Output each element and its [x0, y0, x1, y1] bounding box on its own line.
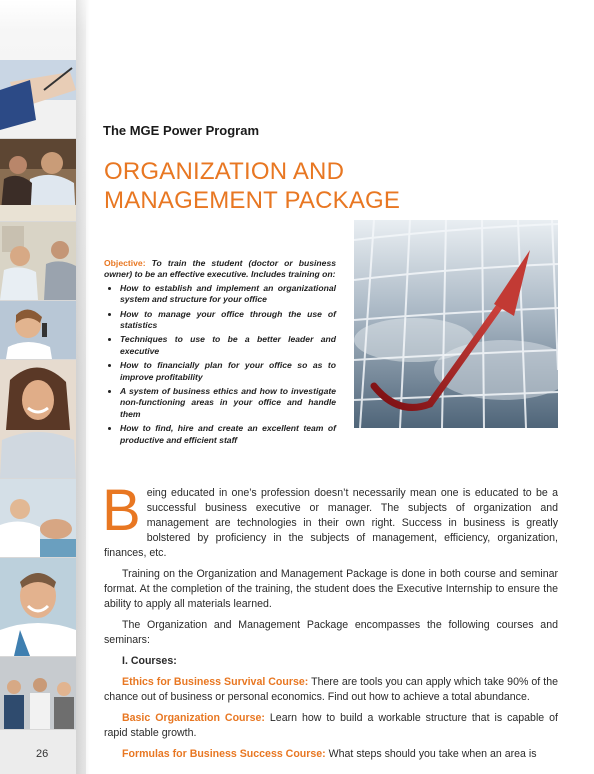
- photo-smiling-woman: [0, 360, 76, 479]
- photo-phone-call: [0, 301, 76, 360]
- intro-paragraph: [102, 478, 558, 561]
- photo-dentist: [0, 479, 76, 558]
- photo-office-man: [0, 222, 76, 301]
- photo-laughing-man: [0, 558, 76, 657]
- photo-writing-hand: [0, 60, 76, 139]
- course-name: Basic Organization Course:: [122, 712, 265, 724]
- course-desc: What steps should you take when an area is: [325, 748, 537, 760]
- course-desc: Learn how to build a workable structure that is capable of rapid stable growth.: [104, 712, 558, 739]
- objective-intro: To train the student (doctor or business owner) to be an effective executive. Includes training on:: [104, 258, 336, 280]
- objective-item: • Techniques to use to be a better leader and executive: [120, 334, 336, 357]
- objective-item: • How to financially plan for your office so as to improve profitability: [120, 360, 336, 383]
- course-desc: There are tools you can apply which take 90% of the chance out of business or personal economics. Find out how to achieve a total abundance.: [104, 676, 558, 703]
- photo-man-at-desk: [0, 139, 76, 222]
- objective-item: • How to find, hire and create an excellent team of productive and efficient staff: [120, 423, 336, 446]
- objective-item: • How to manage your office through the use of statistics: [120, 309, 336, 332]
- page-number: 26: [36, 748, 49, 760]
- course-item: [104, 675, 558, 705]
- strip-shadow: [76, 0, 90, 774]
- objective-label: Objective:: [104, 258, 146, 268]
- hero-image-arrow-grid: [354, 220, 558, 428]
- objective-list: [104, 283, 336, 446]
- intro-text: eing educated in one’s profession doesn’t necessarily mean one is educated to be a successful business executive or manager. The subjects of organization and management are technologies in their own right. Success in business is greatly bolstered by proficiency in the subjects of management, efficiency, organization, finances, etc.: [104, 487, 558, 559]
- objective-item: • How to establish and implement an organizational system and structure for your office: [120, 283, 336, 306]
- courses-heading: I. Courses:: [122, 655, 177, 667]
- objective-box: [104, 258, 336, 449]
- course-name: Ethics for Business Survival Course:: [122, 676, 309, 688]
- section-label: The MGE Power Program: [103, 123, 260, 138]
- objective-item: • A system of business ethics and how to investigate non-functioning areas in your office and handle them: [120, 386, 336, 420]
- photo-strip: [0, 0, 86, 774]
- encompasses-paragraph: The Organization and Management Package encompasses the following courses and seminars:: [104, 619, 558, 646]
- course-item: [104, 711, 558, 741]
- page-title: ORGANIZATION AND MANAGEMENT PACKAGE: [104, 158, 401, 214]
- course-item: [104, 747, 558, 762]
- training-paragraph: Training on the Organization and Management Package is done in both course and seminar format. At the completion of the training, the student does the Executive Internship to ensure the ability to apply all materials learned.: [104, 568, 558, 610]
- photo-seminar-group: [0, 657, 76, 730]
- drop-cap: B: [102, 478, 141, 543]
- body-text: [102, 478, 558, 768]
- course-name: Formulas for Business Success Course:: [122, 748, 326, 760]
